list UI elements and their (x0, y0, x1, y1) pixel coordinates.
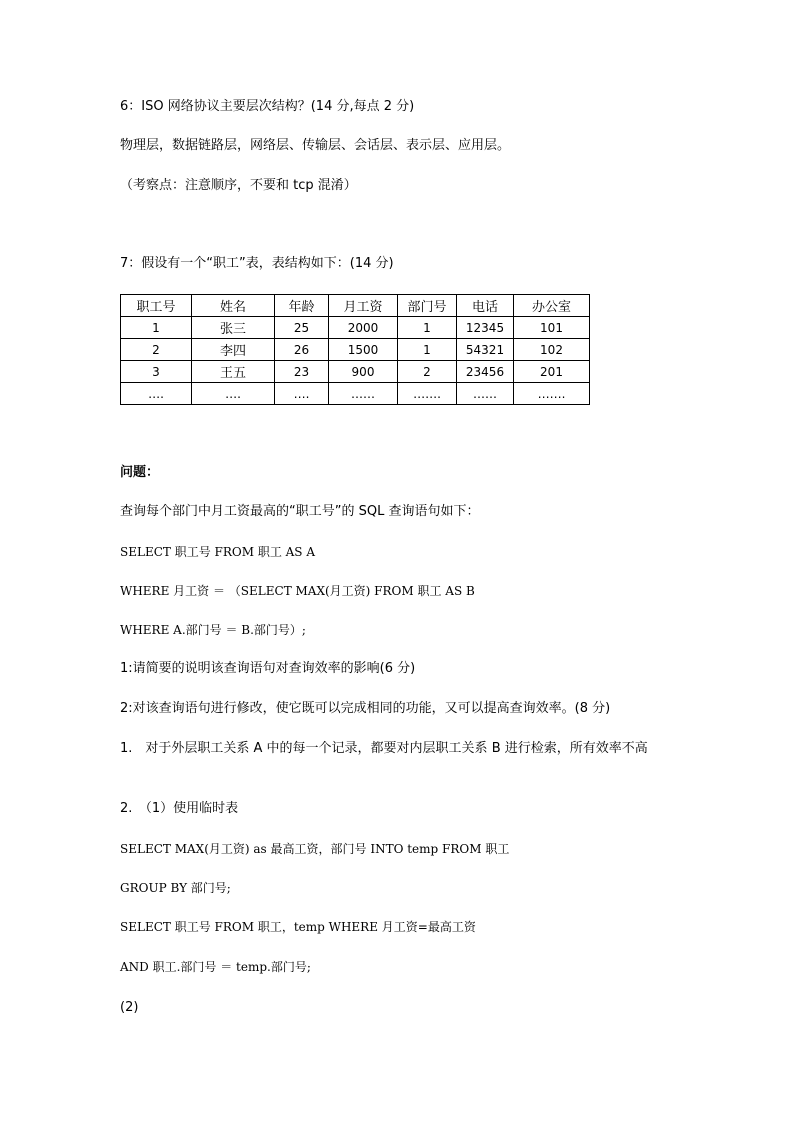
sub-question-2: 2:对该查询语句进行修改，使它既可以完成相同的功能，又可以提高查询效率。(8 分) (120, 701, 611, 716)
sql-line-4: SELECT MAX(月工资) as 最高工资，部门号 INTO temp FROM 职工 (120, 842, 510, 856)
q6-question: 6：ISO 网络协议主要层次结构？(14 分,每点 2 分) (120, 99, 415, 114)
table-cell: 26 (275, 339, 329, 361)
table-cell: ……. (514, 383, 590, 405)
table-cell: 23456 (457, 361, 514, 383)
table-header-cell: 办公室 (514, 295, 590, 317)
sql-line-7: AND 职工.部门号 ＝ temp.部门号; (120, 960, 311, 974)
table-cell: 王五 (192, 361, 275, 383)
table-row (121, 383, 590, 405)
sql-line-6: SELECT 职工号 FROM 职工，temp WHERE 月工资=最高工资 (120, 920, 476, 934)
table-row (121, 361, 590, 383)
table-cell: 102 (514, 339, 590, 361)
staff-table (120, 294, 590, 405)
table-header-cell: 月工资 (329, 295, 398, 317)
table-cell: 2 (398, 361, 457, 383)
table-header-cell: 职工号 (121, 295, 192, 317)
table-cell: ……. (398, 383, 457, 405)
table-cell: 54321 (457, 339, 514, 361)
table-header-row (121, 295, 590, 317)
sql-line-2: WHERE 月工资 ＝ （SELECT MAX(月工资) FROM 职工 AS B (120, 584, 475, 598)
q6-answer: 物理层，数据链路层，网络层、传输层、会话层、表示层、应用层。 (120, 138, 511, 153)
problem-heading: 问题： (120, 465, 160, 480)
table-row (121, 317, 590, 339)
table-cell: …. (121, 383, 192, 405)
table-cell: 1 (398, 339, 457, 361)
answer-2: 2. （1）使用临时表 (120, 801, 239, 816)
table-header-cell: 部门号 (398, 295, 457, 317)
q6-note: （考察点：注意顺序，不要和 tcp 混淆） (120, 178, 357, 193)
table-cell: 25 (275, 317, 329, 339)
table-cell: 1500 (329, 339, 398, 361)
table-header-cell: 电话 (457, 295, 514, 317)
sub-question-1: 1:请简要的说明该查询语句对查询效率的影响(6 分) (120, 661, 416, 676)
answer-1: 1. 对于外层职工关系 A 中的每一个记录，都要对内层职工关系 B 进行检索，所有效率不高 (120, 741, 648, 756)
table-cell: 900 (329, 361, 398, 383)
answer-3: (2) (120, 1000, 139, 1015)
table-cell: 3 (121, 361, 192, 383)
table-cell: …. (275, 383, 329, 405)
table-cell: 2 (121, 339, 192, 361)
q7-question: 7：假设有一个“职工”表，表结构如下：(14 分) (120, 256, 394, 271)
table-cell: …… (457, 383, 514, 405)
table-cell: 1 (398, 317, 457, 339)
table-row (121, 339, 590, 361)
sql-line-3: WHERE A.部门号 ＝ B.部门号）; (120, 623, 306, 637)
table-cell: 张三 (192, 317, 275, 339)
table-cell: 23 (275, 361, 329, 383)
table-cell: 2000 (329, 317, 398, 339)
table-cell: …… (329, 383, 398, 405)
table-cell: 1 (121, 317, 192, 339)
table-cell: 101 (514, 317, 590, 339)
table-cell: 李四 (192, 339, 275, 361)
sql-line-5: GROUP BY 部门号; (120, 881, 231, 895)
sql-line-1: SELECT 职工号 FROM 职工 AS A (120, 545, 316, 559)
table-cell: 12345 (457, 317, 514, 339)
problem-intro: 查询每个部门中月工资最高的“职工号”的 SQL 查询语句如下： (120, 504, 480, 519)
table-cell: 201 (514, 361, 590, 383)
table-header-cell: 年龄 (275, 295, 329, 317)
table-header-cell: 姓名 (192, 295, 275, 317)
table-cell: …. (192, 383, 275, 405)
